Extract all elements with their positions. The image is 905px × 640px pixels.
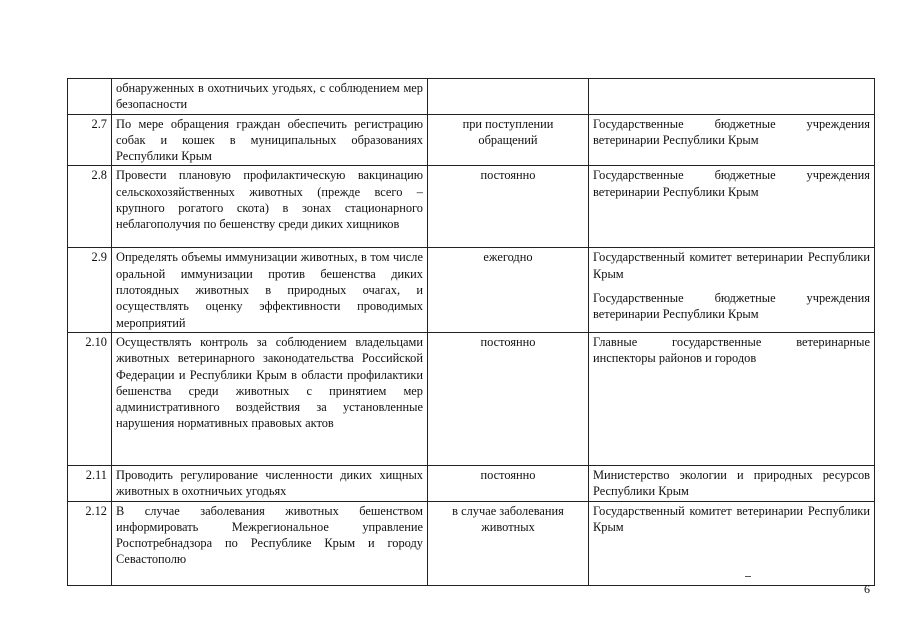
task-cell: Провести плановую профилактическую вакцинацию сельскохозяйственных животных (прежде всего – крупного рогатого скота) в зонах стационарного неблагополучия по бешенству среди диких хищников xyxy=(112,166,428,248)
table-row xyxy=(68,465,875,501)
term-cell: постоянно xyxy=(428,166,589,248)
table-row xyxy=(68,79,875,115)
task-cell: В случае заболевания животных бешенством информировать Межрегиональное управление Роспотребнадзора по Республике Крым и городу Севастополю xyxy=(112,501,428,585)
task-cell: Проводить регулирование численности диких хищных животных в охотничьих угодьях xyxy=(112,465,428,501)
table-row xyxy=(68,248,875,332)
stray-mark xyxy=(745,576,751,577)
task-cell: обнаруженных в охотничьих угодьях, с соблюдением мер безопасности xyxy=(112,79,428,115)
responsible-text: Государственные бюджетные учреждения ветеринарии Республики Крым xyxy=(593,116,870,147)
table-body xyxy=(68,79,875,586)
responsible-text: Государственные бюджетные учреждения ветеринарии Республики Крым xyxy=(593,168,870,199)
row-number-cell xyxy=(68,79,112,115)
responsible-cell xyxy=(589,248,875,332)
responsible-text: Министерство экологии и природных ресурсов Республики Крым xyxy=(593,467,870,499)
responsible-text: Государственный комитет ветеринарии Республики Крым xyxy=(593,250,870,281)
table-row xyxy=(68,166,875,248)
table-row xyxy=(68,501,875,585)
term-cell: постоянно xyxy=(428,332,589,465)
table-row xyxy=(68,332,875,465)
responsible-cell xyxy=(589,114,875,166)
responsible-cell xyxy=(589,166,875,248)
task-cell: Осуществлять контроль за соблюдением владельцами животных ветеринарного законодательства Российской Федерации и Республики Крым в области профилактики бешенства среди животных с принятием мер административного воздействия за установленные нарушения нормативных правовых актов xyxy=(112,332,428,465)
row-number-cell: 2.7 xyxy=(68,114,112,166)
term-cell: при поступлении обращений xyxy=(428,114,589,166)
responsible-text: Государственные бюджетные учреждения ветеринарии Республики Крым xyxy=(593,291,870,322)
row-number-cell: 2.8 xyxy=(68,166,112,248)
responsible-cell xyxy=(589,501,875,585)
task-cell: По мере обращения граждан обеспечить регистрацию собак и кошек в муниципальных образованиях Республики Крым xyxy=(112,114,428,166)
row-number-cell: 2.9 xyxy=(68,248,112,332)
responsible-text: Государственный комитет ветеринарии Республики Крым xyxy=(593,503,870,534)
term-cell xyxy=(428,79,589,115)
term-cell: постоянно xyxy=(428,465,589,501)
task-cell: Определять объемы иммунизации животных, в том числе оральной иммунизации против бешенства диких плотоядных животных в природных очагах, и осуществлять оценку эффективности проводимых мероприятий xyxy=(112,248,428,332)
measures-table xyxy=(67,78,875,586)
row-number-cell: 2.10 xyxy=(68,332,112,465)
responsible-cell xyxy=(589,79,875,115)
page-number: 6 xyxy=(864,582,870,596)
term-cell: ежегодно xyxy=(428,248,589,332)
responsible-text: Главные государственные ветеринарные инспекторы районов и городов xyxy=(593,334,870,366)
table-row xyxy=(68,114,875,166)
responsible-cell xyxy=(589,332,875,465)
row-number-cell: 2.11 xyxy=(68,465,112,501)
responsible-cell xyxy=(589,465,875,501)
term-cell: в случае заболевания животных xyxy=(428,501,589,585)
row-number-cell: 2.12 xyxy=(68,501,112,585)
